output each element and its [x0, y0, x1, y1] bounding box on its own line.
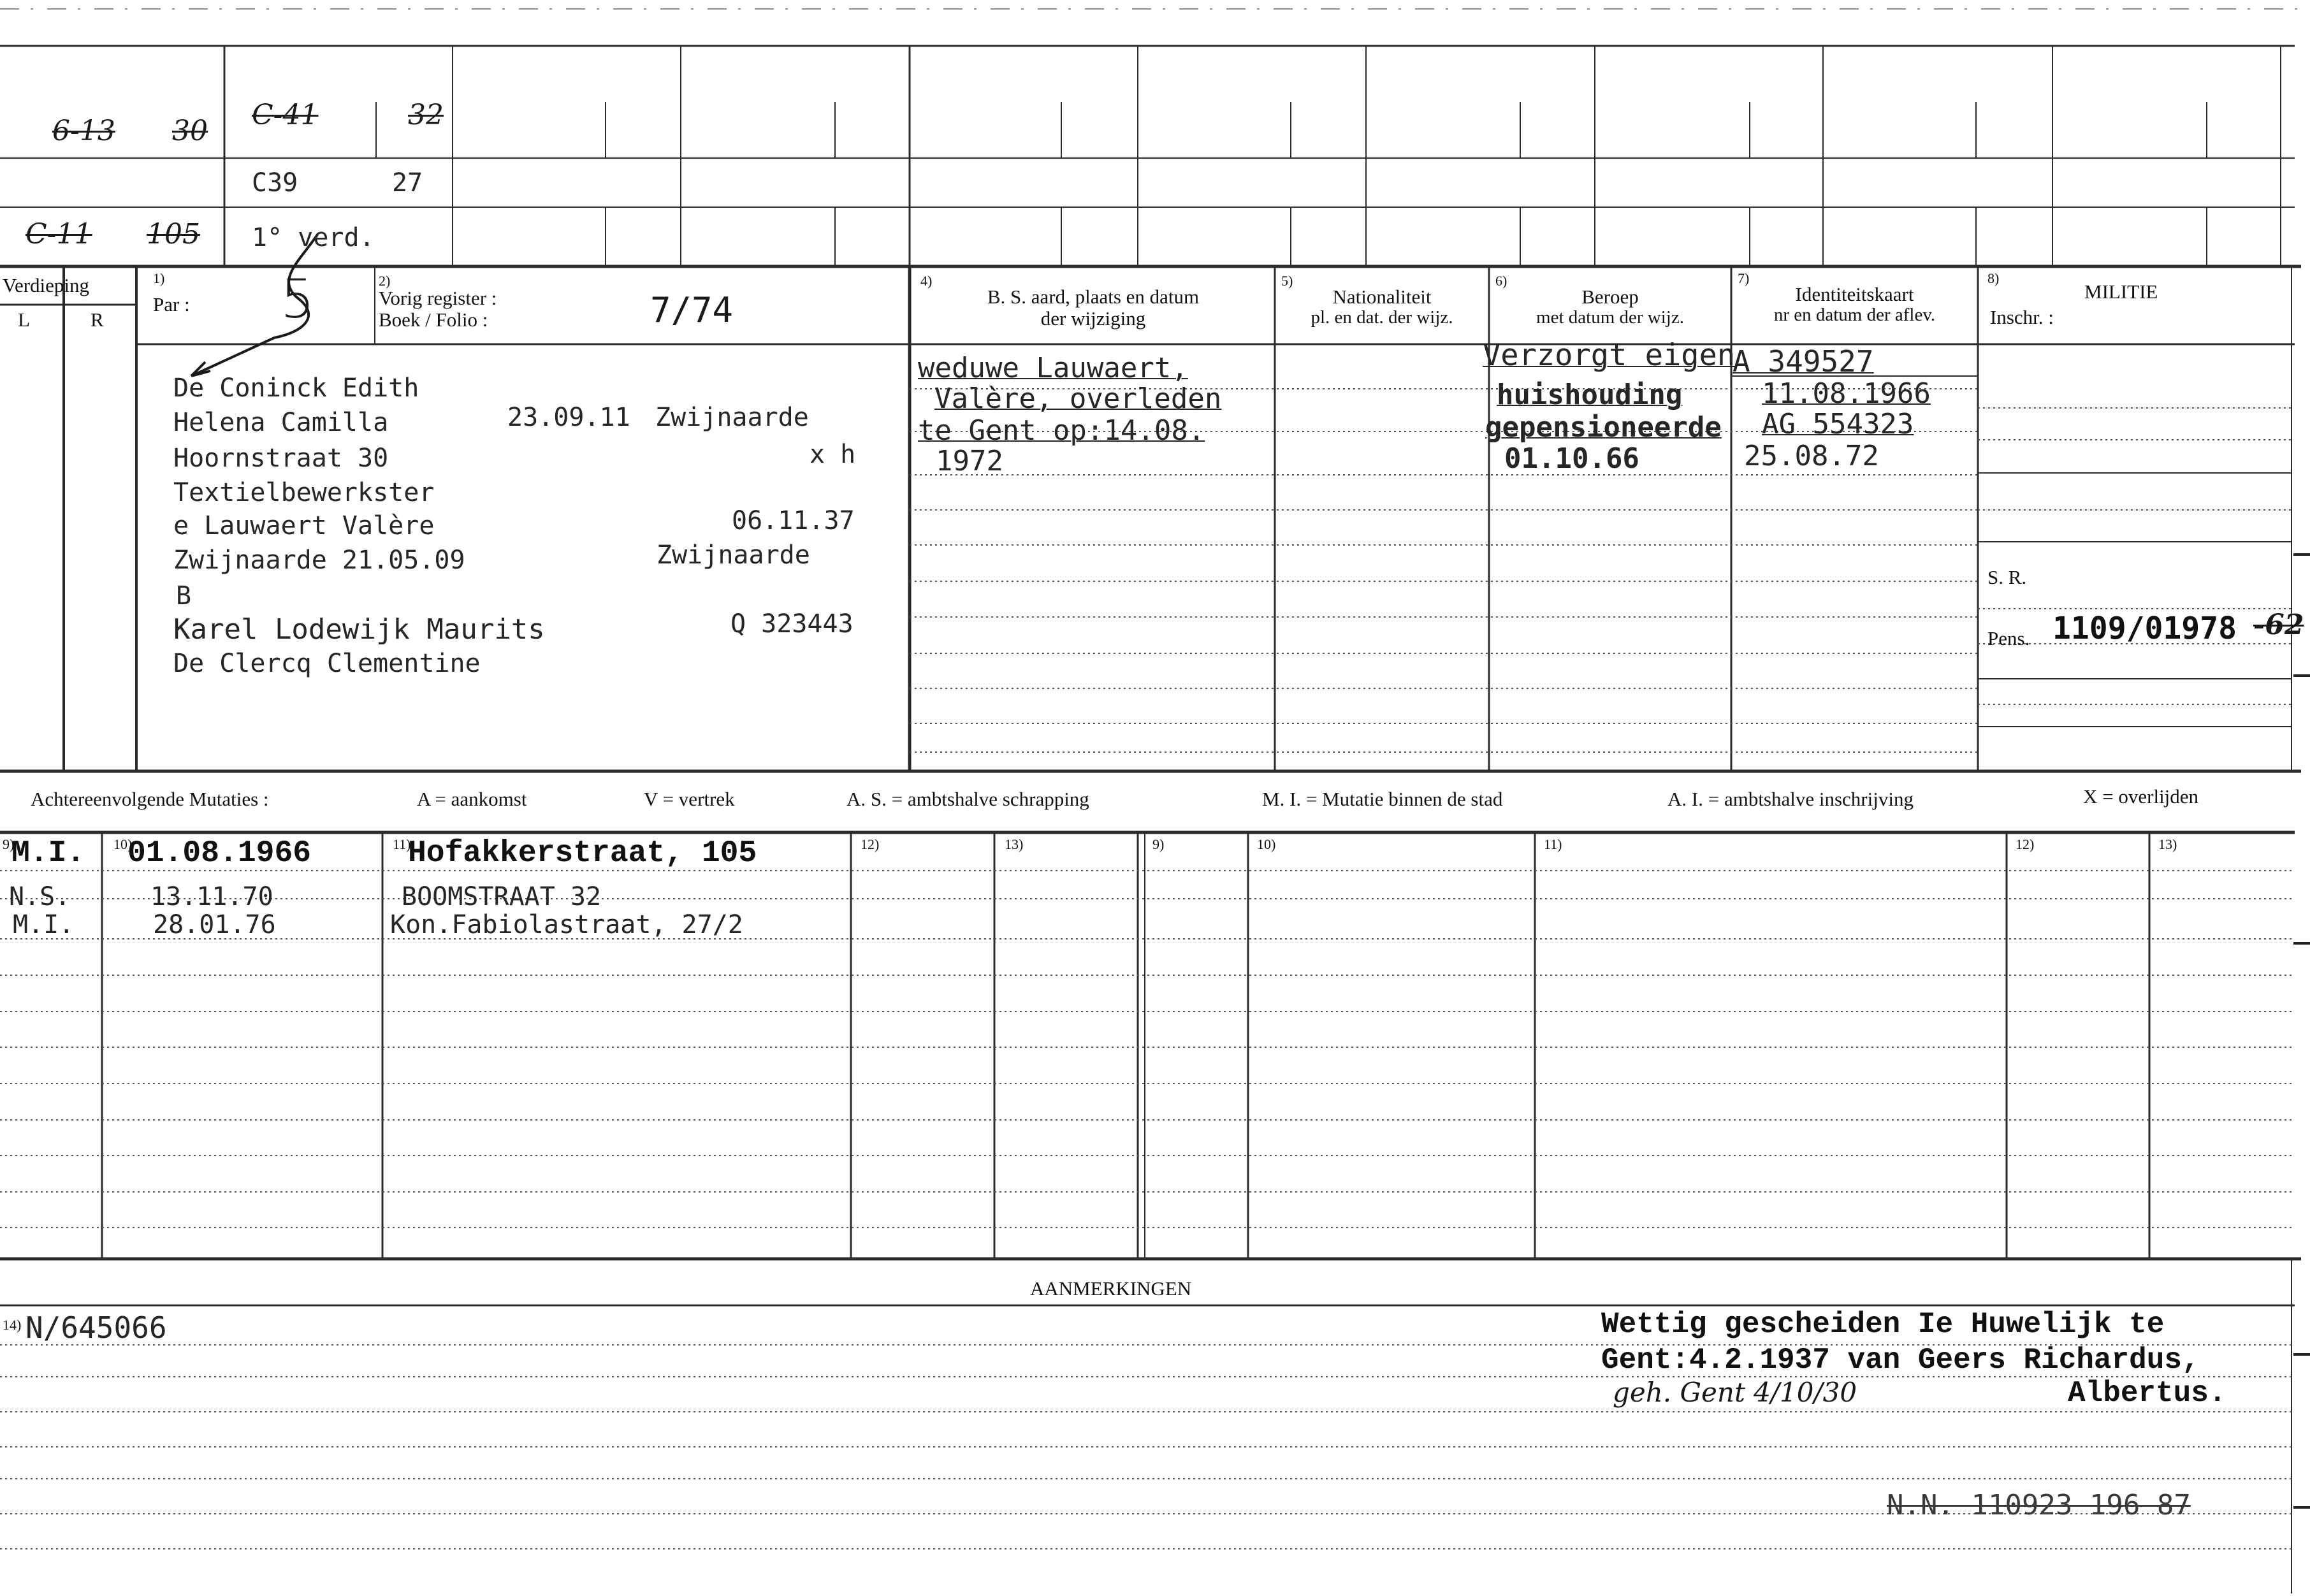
person-sex-mark: x h	[810, 440, 856, 469]
person-spouse-place: Zwijnaarde	[657, 540, 810, 570]
label-bs-line2: der wijziging	[1040, 307, 1146, 330]
old-code-4: 32	[408, 99, 444, 131]
legend-ai: A. I. = ambtshalve inschrijving	[1667, 788, 1914, 810]
legend-v: V = vertrek	[644, 788, 735, 810]
label-n1: 1)	[153, 270, 165, 286]
person-name: De Coninck Edith	[173, 374, 419, 403]
remarks-nr: N/645066	[25, 1310, 167, 1345]
label-n2: 2)	[379, 273, 391, 289]
remarks-line1: Wettig gescheiden Ie Huwelijk te	[1601, 1308, 2165, 1341]
mutation-address: BOOMSTRAAT 32	[402, 882, 602, 911]
label-sr: S. R.	[1987, 566, 2027, 588]
legend-mi: M. I. = Mutatie binnen de stad	[1262, 788, 1503, 810]
mutation-date: 13.11.70	[150, 882, 273, 911]
label-n6: 6)	[1495, 273, 1507, 289]
remarks-handwritten: geh. Gent 4/10/30	[1613, 1377, 1857, 1408]
label-identiteitskaart: Identiteitskaart	[1795, 283, 1914, 305]
label-r: R	[91, 308, 104, 331]
person-marriage-date: 06.11.37	[732, 506, 855, 535]
mut-col-13: 13)	[1005, 836, 1024, 852]
mutation-date: 28.01.76	[153, 910, 276, 939]
legend-a: A = aankomst	[417, 788, 527, 810]
mut-col-9: 9)	[3, 836, 15, 852]
legend-as: A. S. = ambtshalve schrapping	[846, 788, 1089, 810]
id-card-date-2: 25.08.72	[1744, 440, 1879, 472]
verd-note: 1° verd.	[252, 223, 375, 252]
beroep-line3: gepensioneerde	[1485, 411, 1722, 444]
pens-value: 1109/01978	[2052, 611, 2237, 646]
label-bs-line1: B. S. aard, plaats en datum	[987, 286, 1200, 308]
label-vorig-register: Vorig register :	[379, 287, 497, 309]
mutation-address: Kon.Fabiolastraat, 27/2	[390, 910, 743, 939]
label-pens: Pens.	[1987, 627, 2030, 649]
person-spouse: e Lauwaert Valère	[173, 511, 435, 540]
person-given-names: Helena Camilla	[173, 408, 389, 437]
label-n4: 4)	[920, 273, 933, 289]
person-mother: De Clercq Clementine	[173, 649, 481, 678]
person-spouse-birth: Zwijnaarde 21.05.09	[173, 546, 465, 575]
remarks-line2: Gent:4.2.1937 van Geers Richardus,	[1601, 1344, 2200, 1377]
mut-col-12b: 12)	[2016, 836, 2035, 852]
mutations-title: Achtereenvolgende Mutaties :	[31, 788, 269, 810]
mutation-date: 01.08.1966	[127, 836, 312, 871]
mut-col-13b: 13)	[2158, 836, 2177, 852]
beroep-line4: 01.10.66	[1504, 442, 1639, 475]
person-status-b: B	[176, 581, 192, 611]
label-beroep-sub: met datum der wijz.	[1536, 307, 1684, 328]
old-code-1: 6-13	[52, 115, 115, 147]
person-occupation: Textielbewerkster	[173, 478, 435, 507]
pens-struck: -62	[2253, 609, 2304, 641]
label-beroep: Beroep	[1581, 286, 1639, 308]
mut-col-12: 12)	[861, 836, 880, 852]
id-card-date: 11.08.1966	[1762, 377, 1931, 410]
mutation-address: Hofakkerstraat, 105	[408, 836, 757, 871]
label-par: Par :	[153, 293, 190, 316]
label-id-sub: nr en datum der aflev.	[1773, 305, 1936, 325]
mut-col-9b: 9)	[1152, 836, 1165, 852]
old-code-3: C-41	[252, 99, 319, 131]
person-birth-place: Zwijnaarde	[655, 403, 809, 432]
bs-line4: 1972	[936, 445, 1003, 477]
remarks-n14: 14)	[3, 1317, 22, 1333]
old-code-2: 30	[172, 115, 208, 147]
remarks-title: AANMERKINGEN	[1030, 1277, 1192, 1300]
person-father: Karel Lodewijk Maurits	[173, 613, 545, 646]
remarks-nn: N.N. 110923 196 87	[1887, 1489, 2191, 1521]
code-27: 27	[392, 168, 423, 198]
bs-line1: weduwe Lauwaert,	[918, 352, 1188, 384]
id-card-nr-2: AG 554323	[1762, 408, 1914, 440]
mutation-type: M.I.	[13, 910, 75, 939]
remarks-line3-name: Albertus.	[2068, 1377, 2226, 1410]
bs-line3: te Gent op:14.08.	[918, 414, 1205, 447]
label-n8: 8)	[1987, 270, 2000, 286]
old-code-6: 105	[147, 218, 200, 250]
person-ref: Q 323443	[730, 609, 854, 639]
person-address: Hoornstraat 30	[173, 444, 389, 473]
mutation-type: M.I.	[11, 836, 85, 871]
mut-col-10: 10)	[113, 836, 133, 852]
boek-folio-value: 7/74	[650, 290, 734, 330]
mut-col-11b: 11)	[1544, 836, 1562, 852]
beroep-line2: huishouding	[1497, 379, 1683, 411]
label-n5: 5)	[1281, 273, 1293, 289]
label-n7: 7)	[1738, 270, 1750, 286]
person-birth-date: 23.09.11	[507, 403, 630, 432]
label-nationaliteit: Nationaliteit	[1332, 286, 1432, 308]
legend-x: X = overlijden	[2083, 785, 2199, 808]
code-c39: C39	[252, 168, 298, 198]
old-code-5: C-11	[25, 218, 92, 250]
mut-col-11: 11)	[393, 836, 411, 852]
mutation-type: N.S.	[9, 882, 71, 911]
beroep-line1: Verzorgt eigen	[1483, 338, 1736, 373]
hand-mark: 5	[280, 268, 315, 330]
label-verdieping: Verdieping	[3, 274, 90, 296]
id-card-nr: A 349527	[1732, 344, 1874, 379]
label-l: L	[18, 308, 30, 331]
label-boek-folio: Boek / Folio :	[379, 308, 488, 331]
label-nat-sub: pl. en dat. der wijz.	[1311, 307, 1453, 328]
bs-line2: Valère, overleden	[934, 382, 1222, 415]
mut-col-10b: 10)	[1257, 836, 1276, 852]
label-militie: MILITIE	[2084, 280, 2158, 303]
label-inschr: Inschr. :	[1990, 306, 2054, 328]
